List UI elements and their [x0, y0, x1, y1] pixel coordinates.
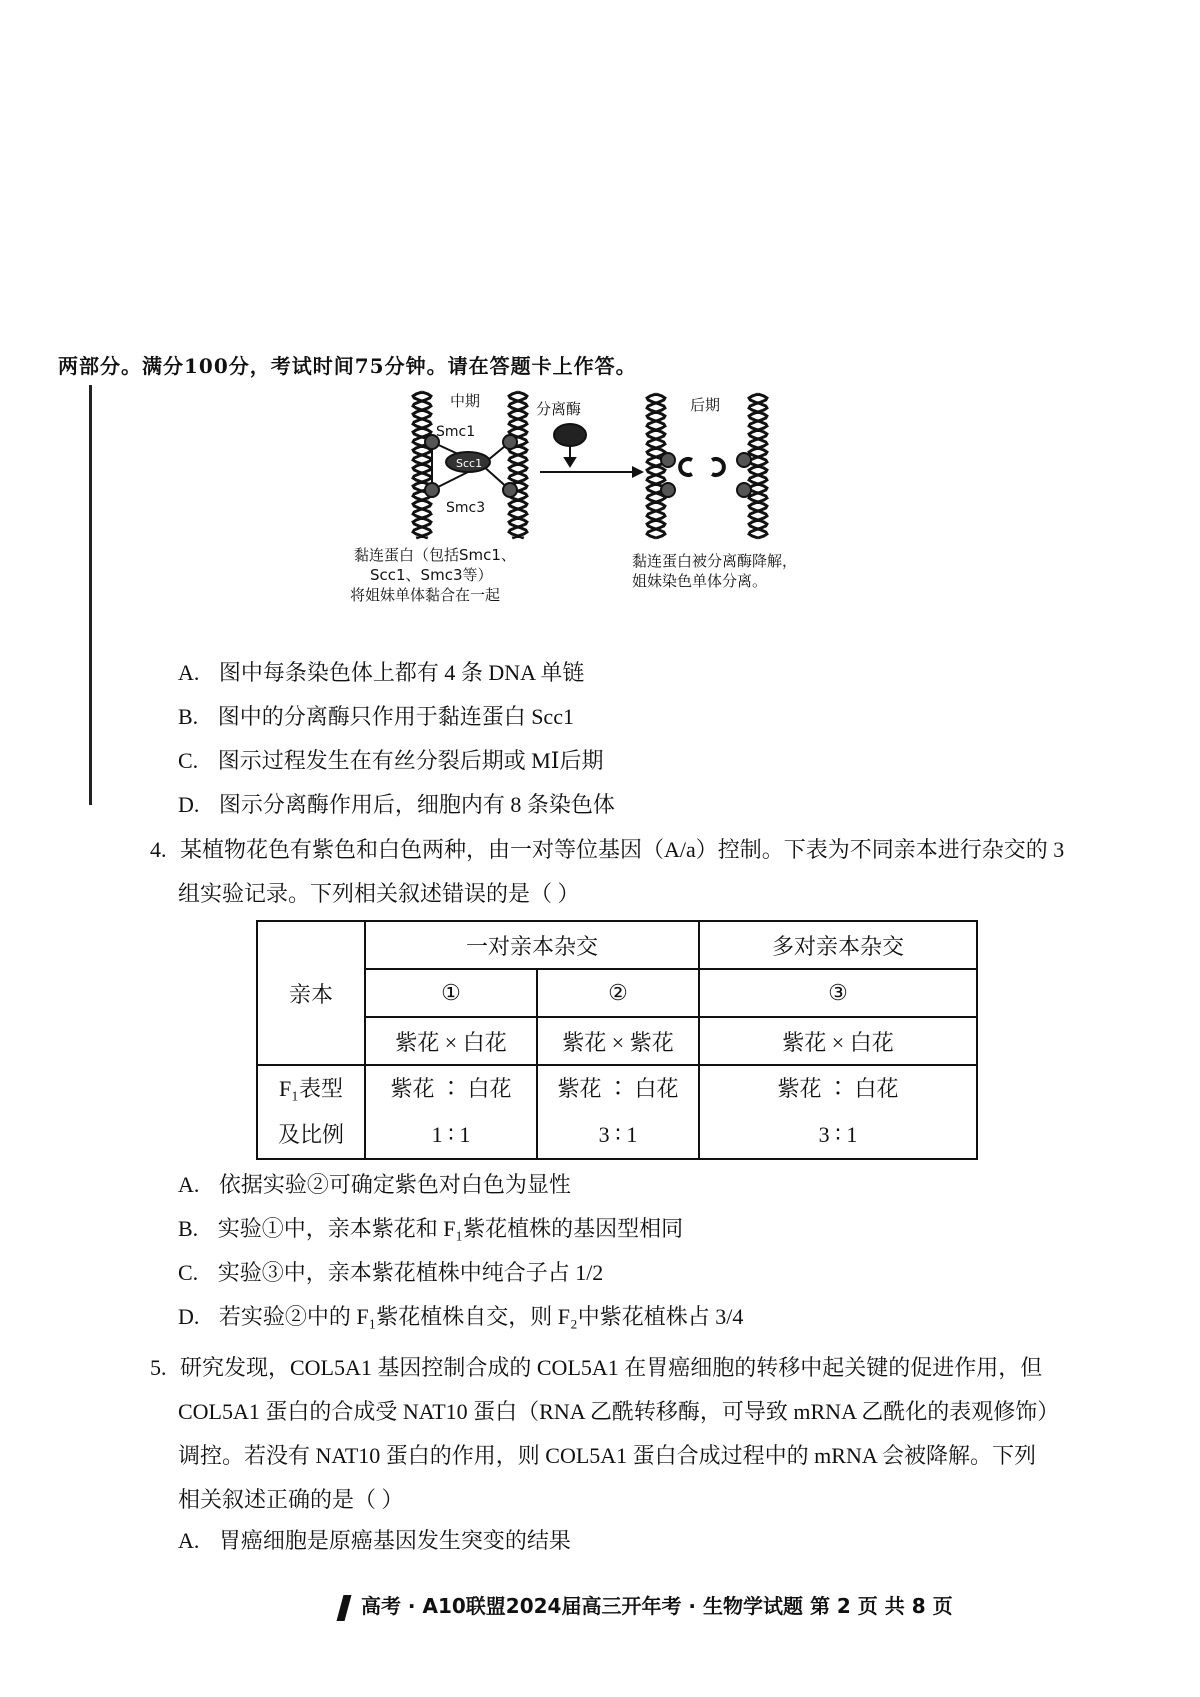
caption-left-1: 黏连蛋白（包括Smc1、: [354, 546, 516, 564]
option-text: 胃癌细胞是原癌基因发生突变的结果: [218, 1528, 571, 1553]
exp-1-label: ①: [365, 969, 537, 1017]
label-smc3: Smc3: [446, 500, 486, 516]
option-text: 依据实验②可确定紫色对白色为显性: [218, 1172, 571, 1197]
option-letter: D.: [178, 792, 200, 817]
label-smc1: Smc1: [436, 424, 476, 440]
q5-option-a: [178, 1524, 571, 1555]
caption-right-1: 黏连蛋白被分离酶降解，: [632, 552, 798, 570]
exam-instructions: 两部分。满分100分，考试时间75分钟。请在答题卡上作答。: [58, 354, 637, 378]
q4-stem: [150, 828, 1150, 916]
row-header-f1-line1: F₁表型: [279, 1076, 343, 1101]
option-letter: A.: [178, 1172, 200, 1197]
ratio-3: 3 ∶ 1: [818, 1122, 858, 1147]
row-header-f1: [257, 1065, 365, 1159]
option-text: 若实验②中的 F₁紫花植株自交，则 F₂中紫花植株占 3/4: [218, 1304, 744, 1329]
q4-option-b: [178, 1212, 683, 1243]
q4-option-c: [178, 1256, 603, 1287]
phenotype-3: 紫花 ∶ 白花: [777, 1076, 899, 1101]
caption-right-2: 姐妹染色单体分离。: [632, 572, 768, 590]
q4-option-a: [178, 1168, 571, 1199]
row-header-parent: 亲本: [257, 921, 365, 1065]
page-footer: [340, 1590, 953, 1621]
q4-stem-line-1: 某植物花色有紫色和白色两种，由一对等位基因（A/a）控制。下表为不同亲本进行杂交的 3: [180, 837, 1065, 862]
separase-enzyme: [554, 424, 586, 466]
exp-3-label: ③: [699, 969, 977, 1017]
question-number: 4.: [150, 837, 167, 862]
cross-experiment-table: [256, 920, 978, 1160]
q3-option-d: [178, 788, 615, 819]
q5-stem-line-4: 相关叙述正确的是（ ）: [178, 1487, 404, 1512]
margin-rule: [89, 385, 92, 805]
option-letter: B.: [178, 1216, 199, 1241]
group-single-pair: 一对亲本杂交: [365, 921, 699, 969]
ratio-2: 3 ∶ 1: [598, 1122, 638, 1147]
question-number: 5.: [150, 1355, 167, 1380]
q3-option-b: [178, 700, 574, 731]
ratio-1: 1 ∶ 1: [431, 1122, 471, 1147]
caption-left-3: 将姐妹单体黏合在一起: [350, 586, 501, 604]
q3-option-c: [178, 744, 603, 775]
result-1: [365, 1065, 537, 1159]
phenotype-2: 紫花 ∶ 白花: [557, 1076, 679, 1101]
result-2: [537, 1065, 699, 1159]
q4-stem-line-2: 组实验记录。下列相关叙述错误的是（ ）: [178, 881, 580, 906]
cohesin-separase-diagram: [350, 390, 950, 640]
option-letter: A.: [178, 660, 200, 685]
result-3: [699, 1065, 977, 1159]
publisher-logo-mark: [337, 1595, 352, 1621]
q5-stem-line-3: 调控。若没有 NAT10 蛋白的作用，则 COL5A1 蛋白合成过程中的 mRNA 会被降解。下列: [178, 1443, 1037, 1468]
option-text: 图中的分离酶只作用于黏连蛋白 Scc1: [217, 704, 574, 729]
reaction-arrowhead: [632, 466, 644, 478]
group-multi-pair: 多对亲本杂交: [699, 921, 977, 969]
exp-2-label: ②: [537, 969, 699, 1017]
cross-2: 紫花 × 紫花: [537, 1017, 699, 1065]
footer-text: 高考 · A10联盟2024届高三开年考 · 生物学试题 第 2 页 共 8 页: [360, 1594, 953, 1618]
label-scc1: Scc1: [456, 457, 483, 470]
label-separase: 分离酶: [536, 400, 582, 418]
option-letter: C.: [178, 1260, 199, 1285]
cross-1: 紫花 × 白花: [365, 1017, 537, 1065]
option-letter: A.: [178, 1528, 200, 1553]
option-text: 图示分离酶作用后，细胞内有 8 条染色体: [218, 792, 615, 817]
degraded-cohesin: [661, 453, 751, 497]
q3-option-a: [178, 656, 584, 687]
phenotype-1: 紫花 ∶ 白花: [390, 1076, 512, 1101]
option-letter: D.: [178, 1304, 200, 1329]
option-text: 实验①中，亲本紫花和 F₁紫花植株的基因型相同: [217, 1216, 684, 1241]
option-text: 实验③中，亲本紫花植株中纯合子占 1/2: [217, 1260, 604, 1285]
option-text: 图示过程发生在有丝分裂后期或 MⅠ后期: [217, 748, 604, 773]
q5-stem: [150, 1346, 1160, 1522]
label-metaphase: 中期: [450, 392, 481, 410]
q5-stem-line-2: COL5A1 蛋白的合成受 NAT10 蛋白（RNA 乙酰转移酶，可导致 mRNA 乙酰化的表观修饰）: [178, 1399, 1060, 1424]
row-header-f1-line2: 及比例: [277, 1122, 344, 1147]
option-text: 图中每条染色体上都有 4 条 DNA 单链: [218, 660, 585, 685]
label-anaphase: 后期: [690, 396, 721, 414]
q4-option-d: [178, 1300, 743, 1331]
option-letter: C.: [178, 748, 199, 773]
cross-3: 紫花 × 白花: [699, 1017, 977, 1065]
option-letter: B.: [178, 704, 199, 729]
q5-stem-line-1: 研究发现，COL5A1 基因控制合成的 COL5A1 在胃癌细胞的转移中起关键的促进作用，但: [180, 1355, 1043, 1380]
caption-left-2: Scc1、Smc3等）: [370, 566, 493, 584]
